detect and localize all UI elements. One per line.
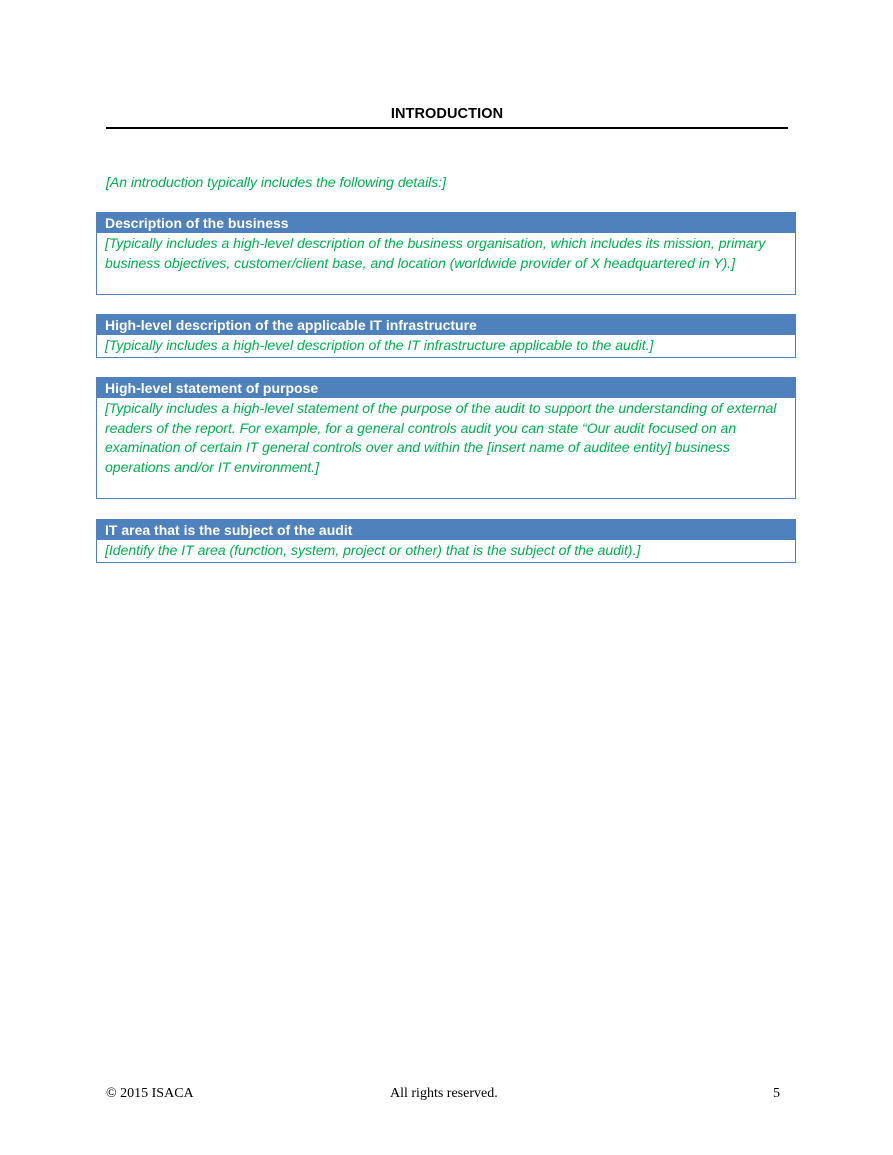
footer-copyright: © 2015 ISACA	[106, 1086, 194, 1101]
section-title: High-level description of the applicable IT infrastructure	[97, 315, 795, 335]
section-body: [Typically includes a high-level description of the IT infrastructure applicable to the audit.]	[105, 337, 654, 353]
section-title: High-level statement of purpose	[97, 378, 795, 398]
section-title: Description of the business	[97, 213, 795, 233]
section-title: IT area that is the subject of the audit	[97, 520, 795, 540]
section-it-area-subject	[96, 519, 796, 563]
section-body: [Typically includes a high-level description of the business organisation, which includes its mission, primary business objectives, customer/client base, and location (worldwide provider of X headquartered in Y).]	[105, 235, 766, 271]
section-statement-of-purpose	[96, 377, 796, 499]
section-description-of-business	[96, 212, 796, 295]
section-body: [Identify the IT area (function, system, project or other) that is the subject of the audit).]	[105, 542, 641, 558]
title-divider	[106, 127, 788, 129]
footer-rights: All rights reserved.	[390, 1086, 498, 1101]
section-it-infrastructure	[96, 314, 796, 358]
page-number: 5	[773, 1086, 780, 1101]
page-title: INTRODUCTION	[390, 106, 504, 122]
section-body: [Typically includes a high-level statement of the purpose of the audit to support the understanding of external readers of the report. For example, for a general controls audit you can state “Our audit focused on an examination of certain IT general controls over and within the [insert name of auditee entity] business operations and/or IT environment.]	[105, 400, 777, 475]
intro-text: [An introduction typically includes the following details:]	[106, 174, 447, 190]
